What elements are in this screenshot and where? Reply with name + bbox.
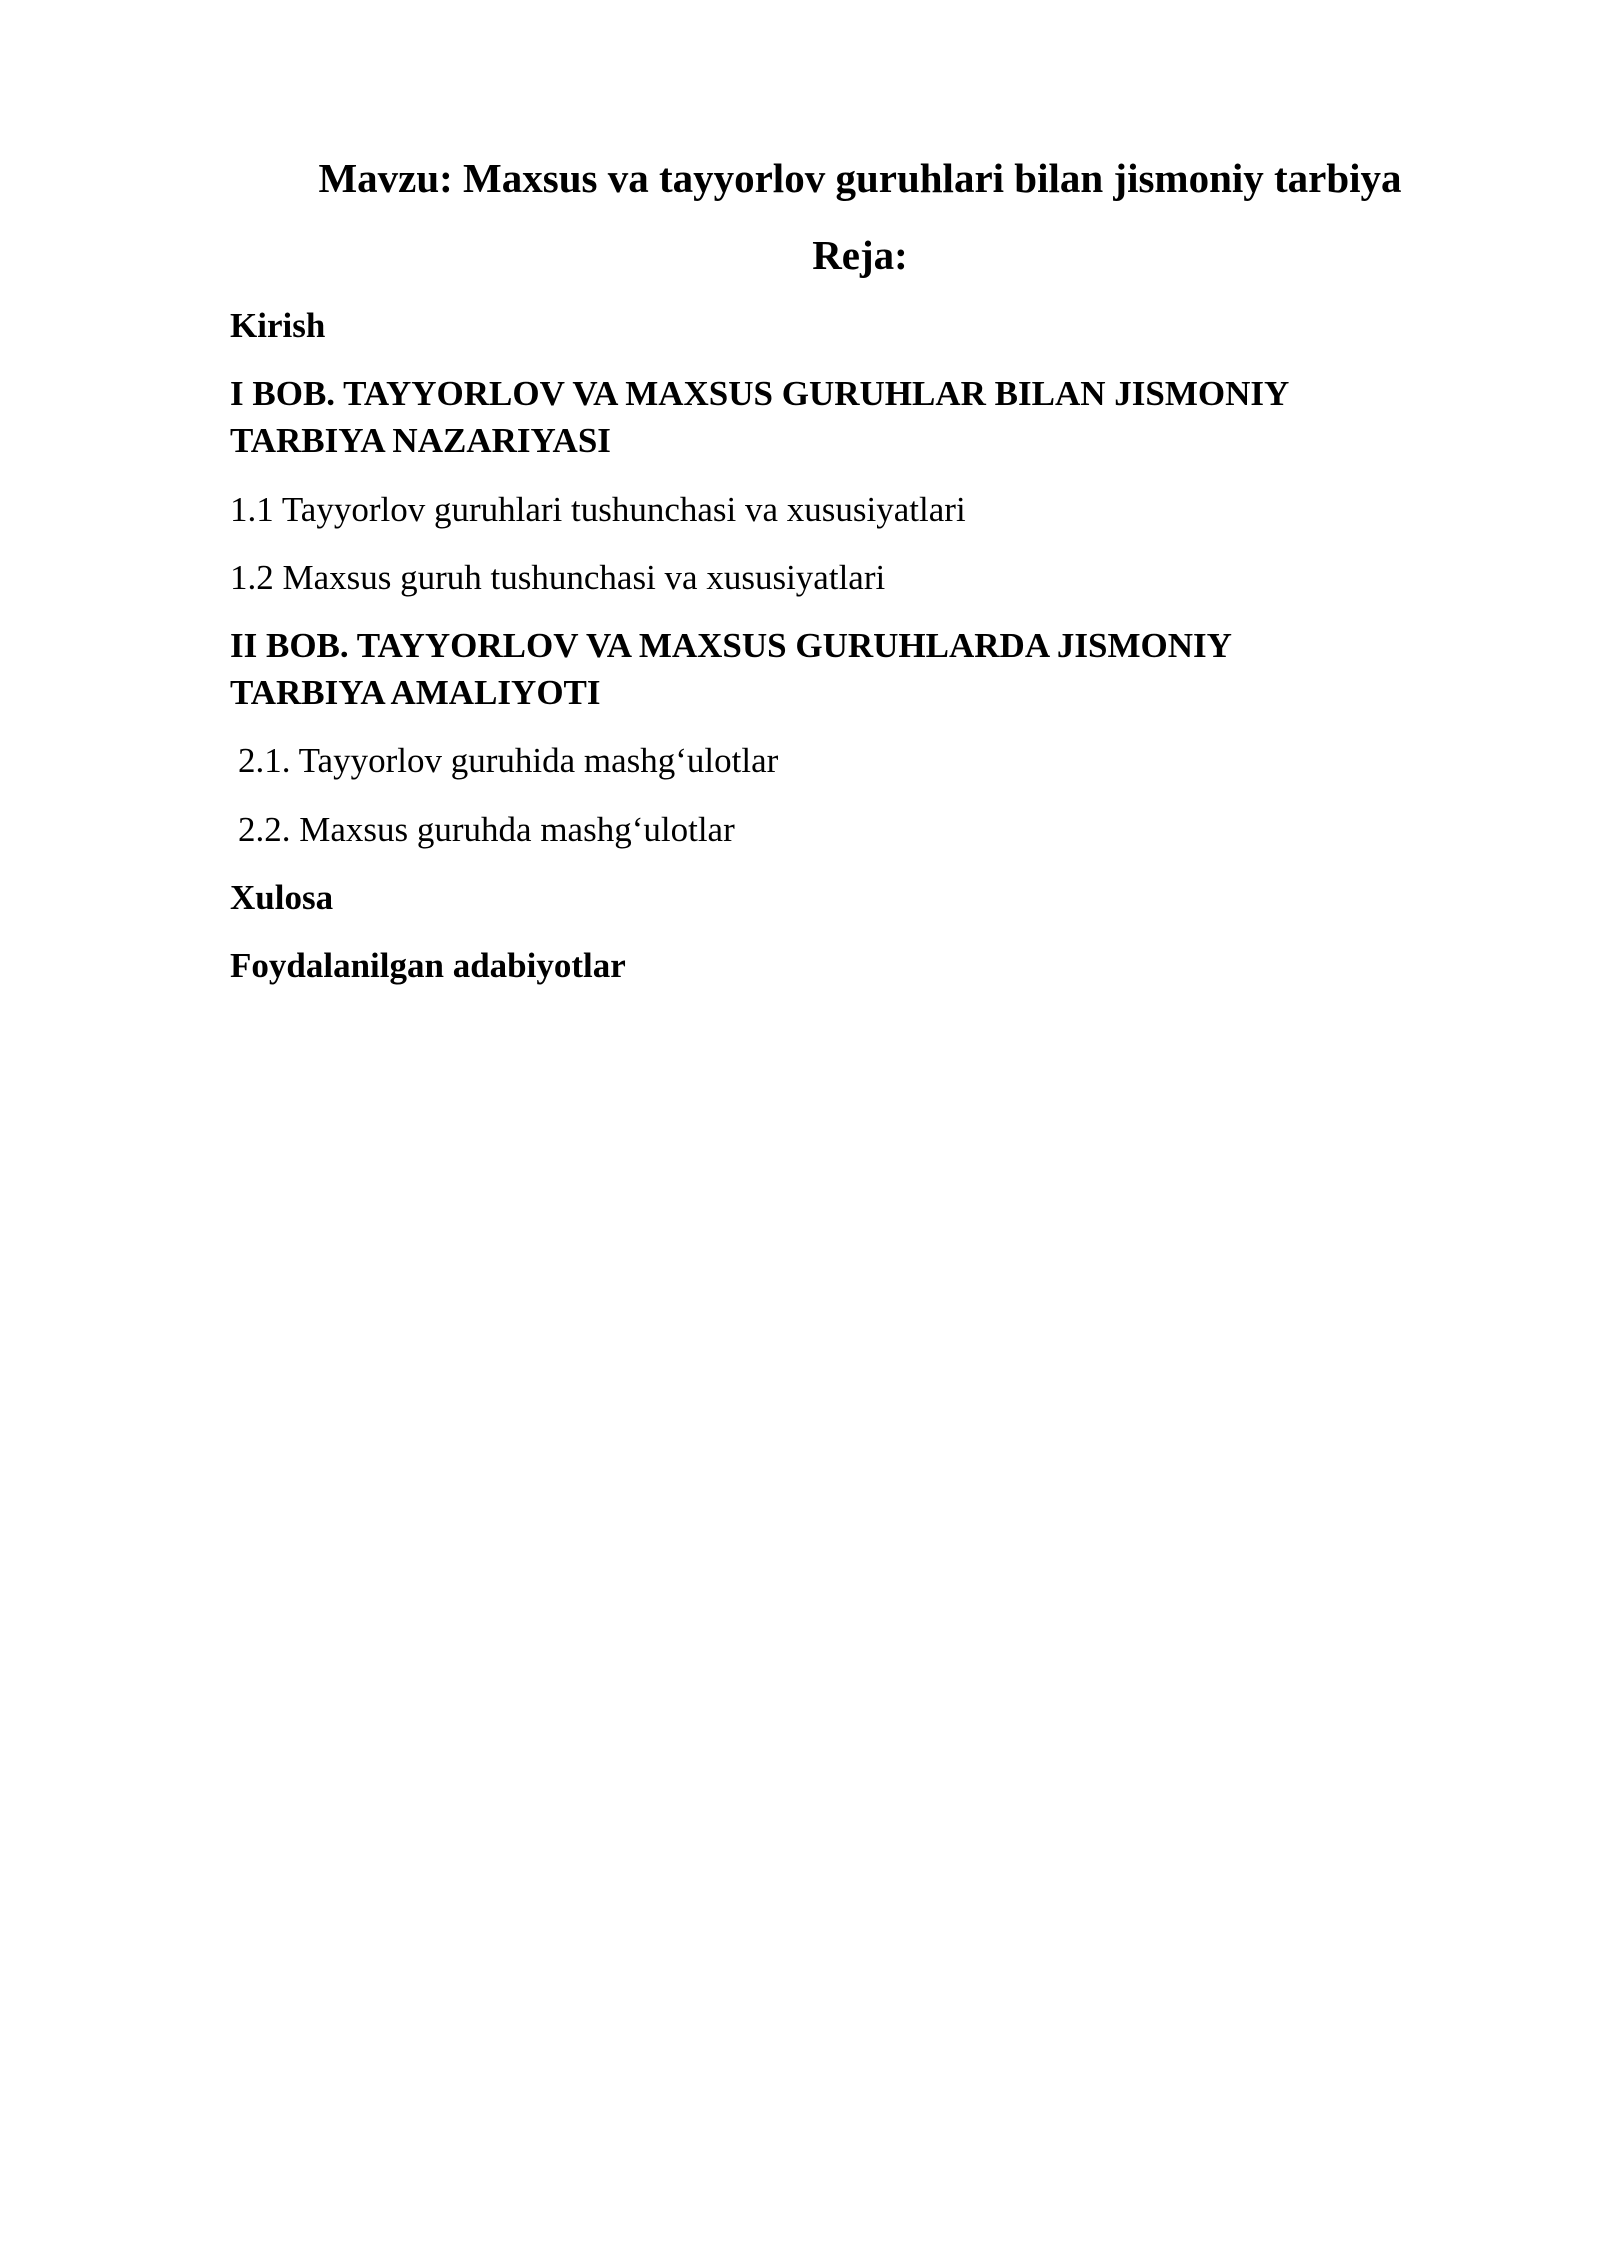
toc-chapter2-line2: TARBIYA AMALIYOTI [230,673,601,712]
document-title: Mavzu: Maxsus va tayyorlov guruhlari bilan jismoniy tarbiya [318,155,1402,201]
toc-conclusion: Xulosa [230,878,334,917]
toc-section-2-1: 2.1. Tayyorlov guruhida mashg‘ulotlar [238,741,779,780]
toc-chapter1-line1: I BOB. TAYYORLOV VA MAXSUS GURUHLAR BILAN JISMONIY [230,374,1290,413]
toc-section-1-1: 1.1 Tayyorlov guruhlari tushunchasi va xususiyatlari [230,490,966,529]
toc-chapter1-line2: TARBIYA NAZARIYASI [230,421,611,460]
plan-heading: Reja: [812,232,908,278]
toc-section-2-2: 2.2. Maxsus guruhda mashg‘ulotlar [238,810,735,849]
toc-references: Foydalanilgan adabiyotlar [230,946,626,985]
toc-intro: Kirish [230,306,326,345]
toc-chapter2-line1: II BOB. TAYYORLOV VA MAXSUS GURUHLARDA JISMONIY [230,626,1232,665]
toc-section-1-2: 1.2 Maxsus guruh tushunchasi va xususiyatlari [230,558,886,597]
